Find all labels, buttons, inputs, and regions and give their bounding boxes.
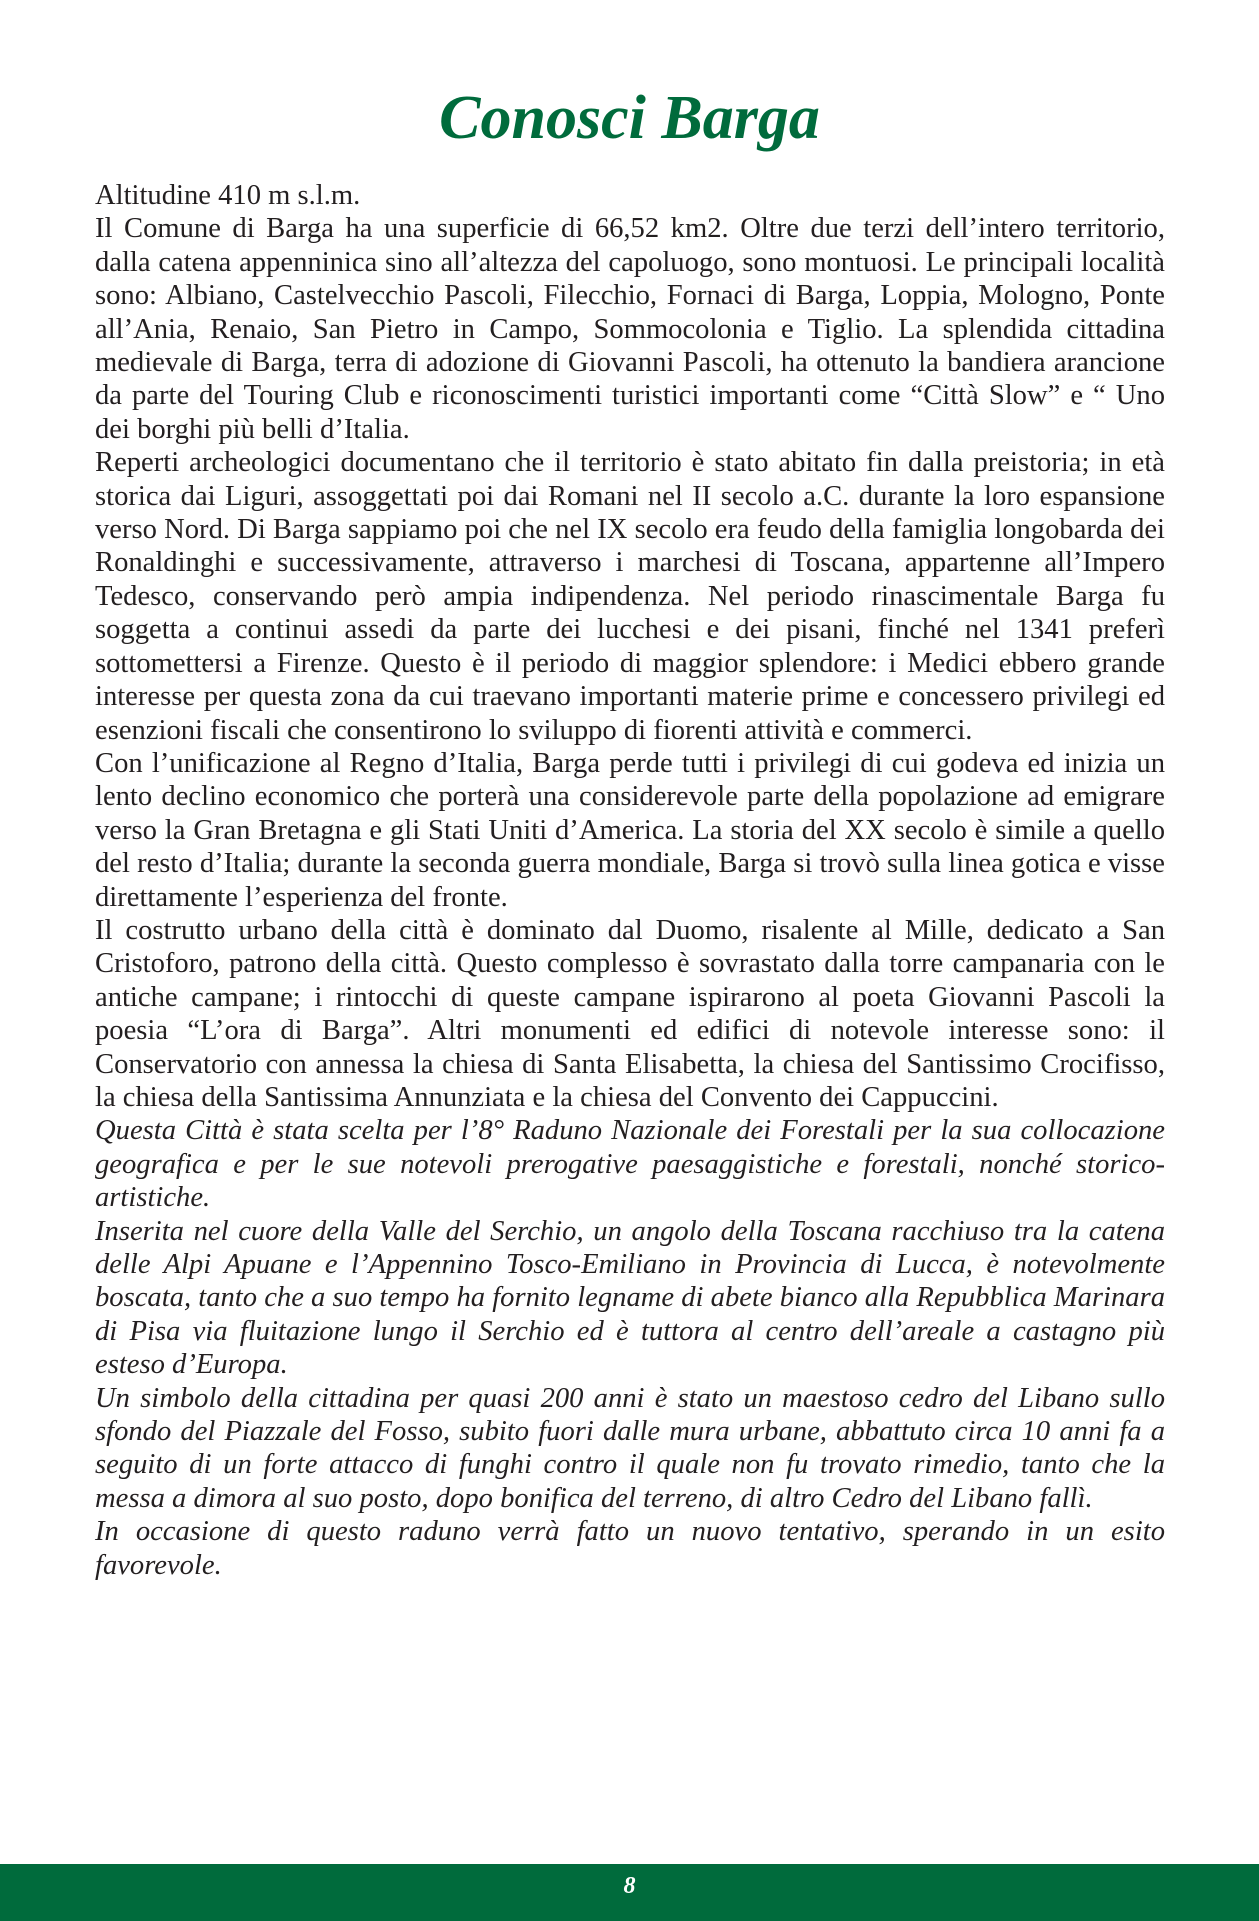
paragraph-valle-serchio: Inserita nel cuore della Valle del Serchio, un angolo della Toscana racchiuso tra la catena delle Alpi Apuane e l’Appennino Tosco-Emiliano in Provincia di Lucca, è notevolmente boscata, tanto che a suo tempo ha fornito legname di abete bianco alla Repubblica Marinara di Pisa via fluitazione lungo il Serchio ed è tuttora al centro dell’areale a castagno più esteso d’Europa.	[95, 1215, 1165, 1381]
paragraph-altitude: Altitudine 410 m s.l.m.	[95, 180, 361, 211]
paragraph-raduno: Questa Città è stata scelta per l’8° Raduno Nazionale dei Forestali per la sua collocazione geografica e per le sue notevoli prerogative paesaggistiche e forestali, nonché storico-artistiche.	[95, 1115, 1165, 1214]
paragraph-tentativo: In occasione di questo raduno verrà fatto un nuovo tentativo, sperando in un esito favorevole.	[95, 1516, 1165, 1581]
paragraph-unification: Con l’unificazione al Regno d’Italia, Barga perde tutti i privilegi di cui godeva ed inizia un lento declino economico che porterà una considerevole parte della popolazione ad emigrare verso la Gran Bretagna e gli Stati Uniti d’America. La storia del XX secolo è simile a quello del resto d’Italia; durante la seconda guerra mondiale, Barga si trovò sulla linea gotica e visse direttamente l’esperienza del fronte.	[95, 747, 1165, 913]
paragraph-history: Reperti archeologici documentano che il territorio è stato abitato fin dalla preistoria; in età storica dai Liguri, assoggettati poi dai Romani nel II secolo a.C. durante la loro espansione verso Nord. Di Barga sappiamo poi che nel IX secolo era feudo della famiglia longobarda dei Ronaldinghi e successivamente, attraverso i marchesi di Toscana, appartenne all’Impero Tedesco, conservando però ampia indipendenza. Nel periodo rinascimentale Barga fu soggetta a continui assedi da parte dei lucchesi e dei pisani, finché nel 1341 preferì sottomettersi a Firenze. Questo è il periodo di maggior splendore: i Medici ebbero grande interesse per questa zona da cui traevano importanti materie prime e concessero privilegi ed esenzioni fiscali che consentirono lo sviluppo di fiorenti attività e commerci.	[95, 447, 1165, 746]
paragraph-territory: Il Comune di Barga ha una superficie di 66,52 km2. Oltre due terzi dell’intero territorio, dalla catena appenninica sino all’altezza del capoluogo, sono montuosi. Le principali località sono: Albiano, Castelvecchio Pascoli, Filecchio, Fornaci di Barga, Loppia, Mologno, Ponte all’Ania, Renaio, San Pietro in Campo, Sommocolonia e Tiglio. La splendida cittadina medievale di Barga, terra di adozione di Giovanni Pascoli, ha ottenuto la bandiera arancione da parte del Touring Club e riconoscimenti turistici importanti come “Città Slow” e “ Uno dei borghi più belli d’Italia.	[95, 213, 1165, 445]
paragraph-monuments: Il costrutto urbano della città è dominato dal Duomo, risalente al Mille, dedicato a San Cristoforo, patrono della città. Questo complesso è sovrastato dalla torre campanaria con le antiche campane; i rintocchi di queste campane ispirarono al poeta Giovanni Pascoli la poesia “L’ora di Barga”. Altri monumenti ed edifici di notevole interesse sono: il Conservatorio con annessa la chiesa di Santa Elisabetta, la chiesa del Santissimo Crocifisso, la chiesa della Santissima Annunziata e la chiesa del Convento dei Cappuccini.	[95, 914, 1165, 1113]
page-title: Conosci Barga	[439, 84, 820, 152]
article-body	[95, 179, 1165, 1582]
page-number: 8	[623, 1873, 636, 1899]
paragraph-cedro: Un simbolo della cittadina per quasi 200 anni è stato un maestoso cedro del Libano sullo sfondo del Piazzale del Fosso, subito fuori dalle mura urbane, abbattuto circa 10 anni fa a seguito di un forte attacco di funghi contro il quale non fu trovato rimedio, tanto che la messa a dimora al suo posto, dopo bonifica del terreno, di altro Cedro del Libano fallì.	[95, 1382, 1165, 1514]
